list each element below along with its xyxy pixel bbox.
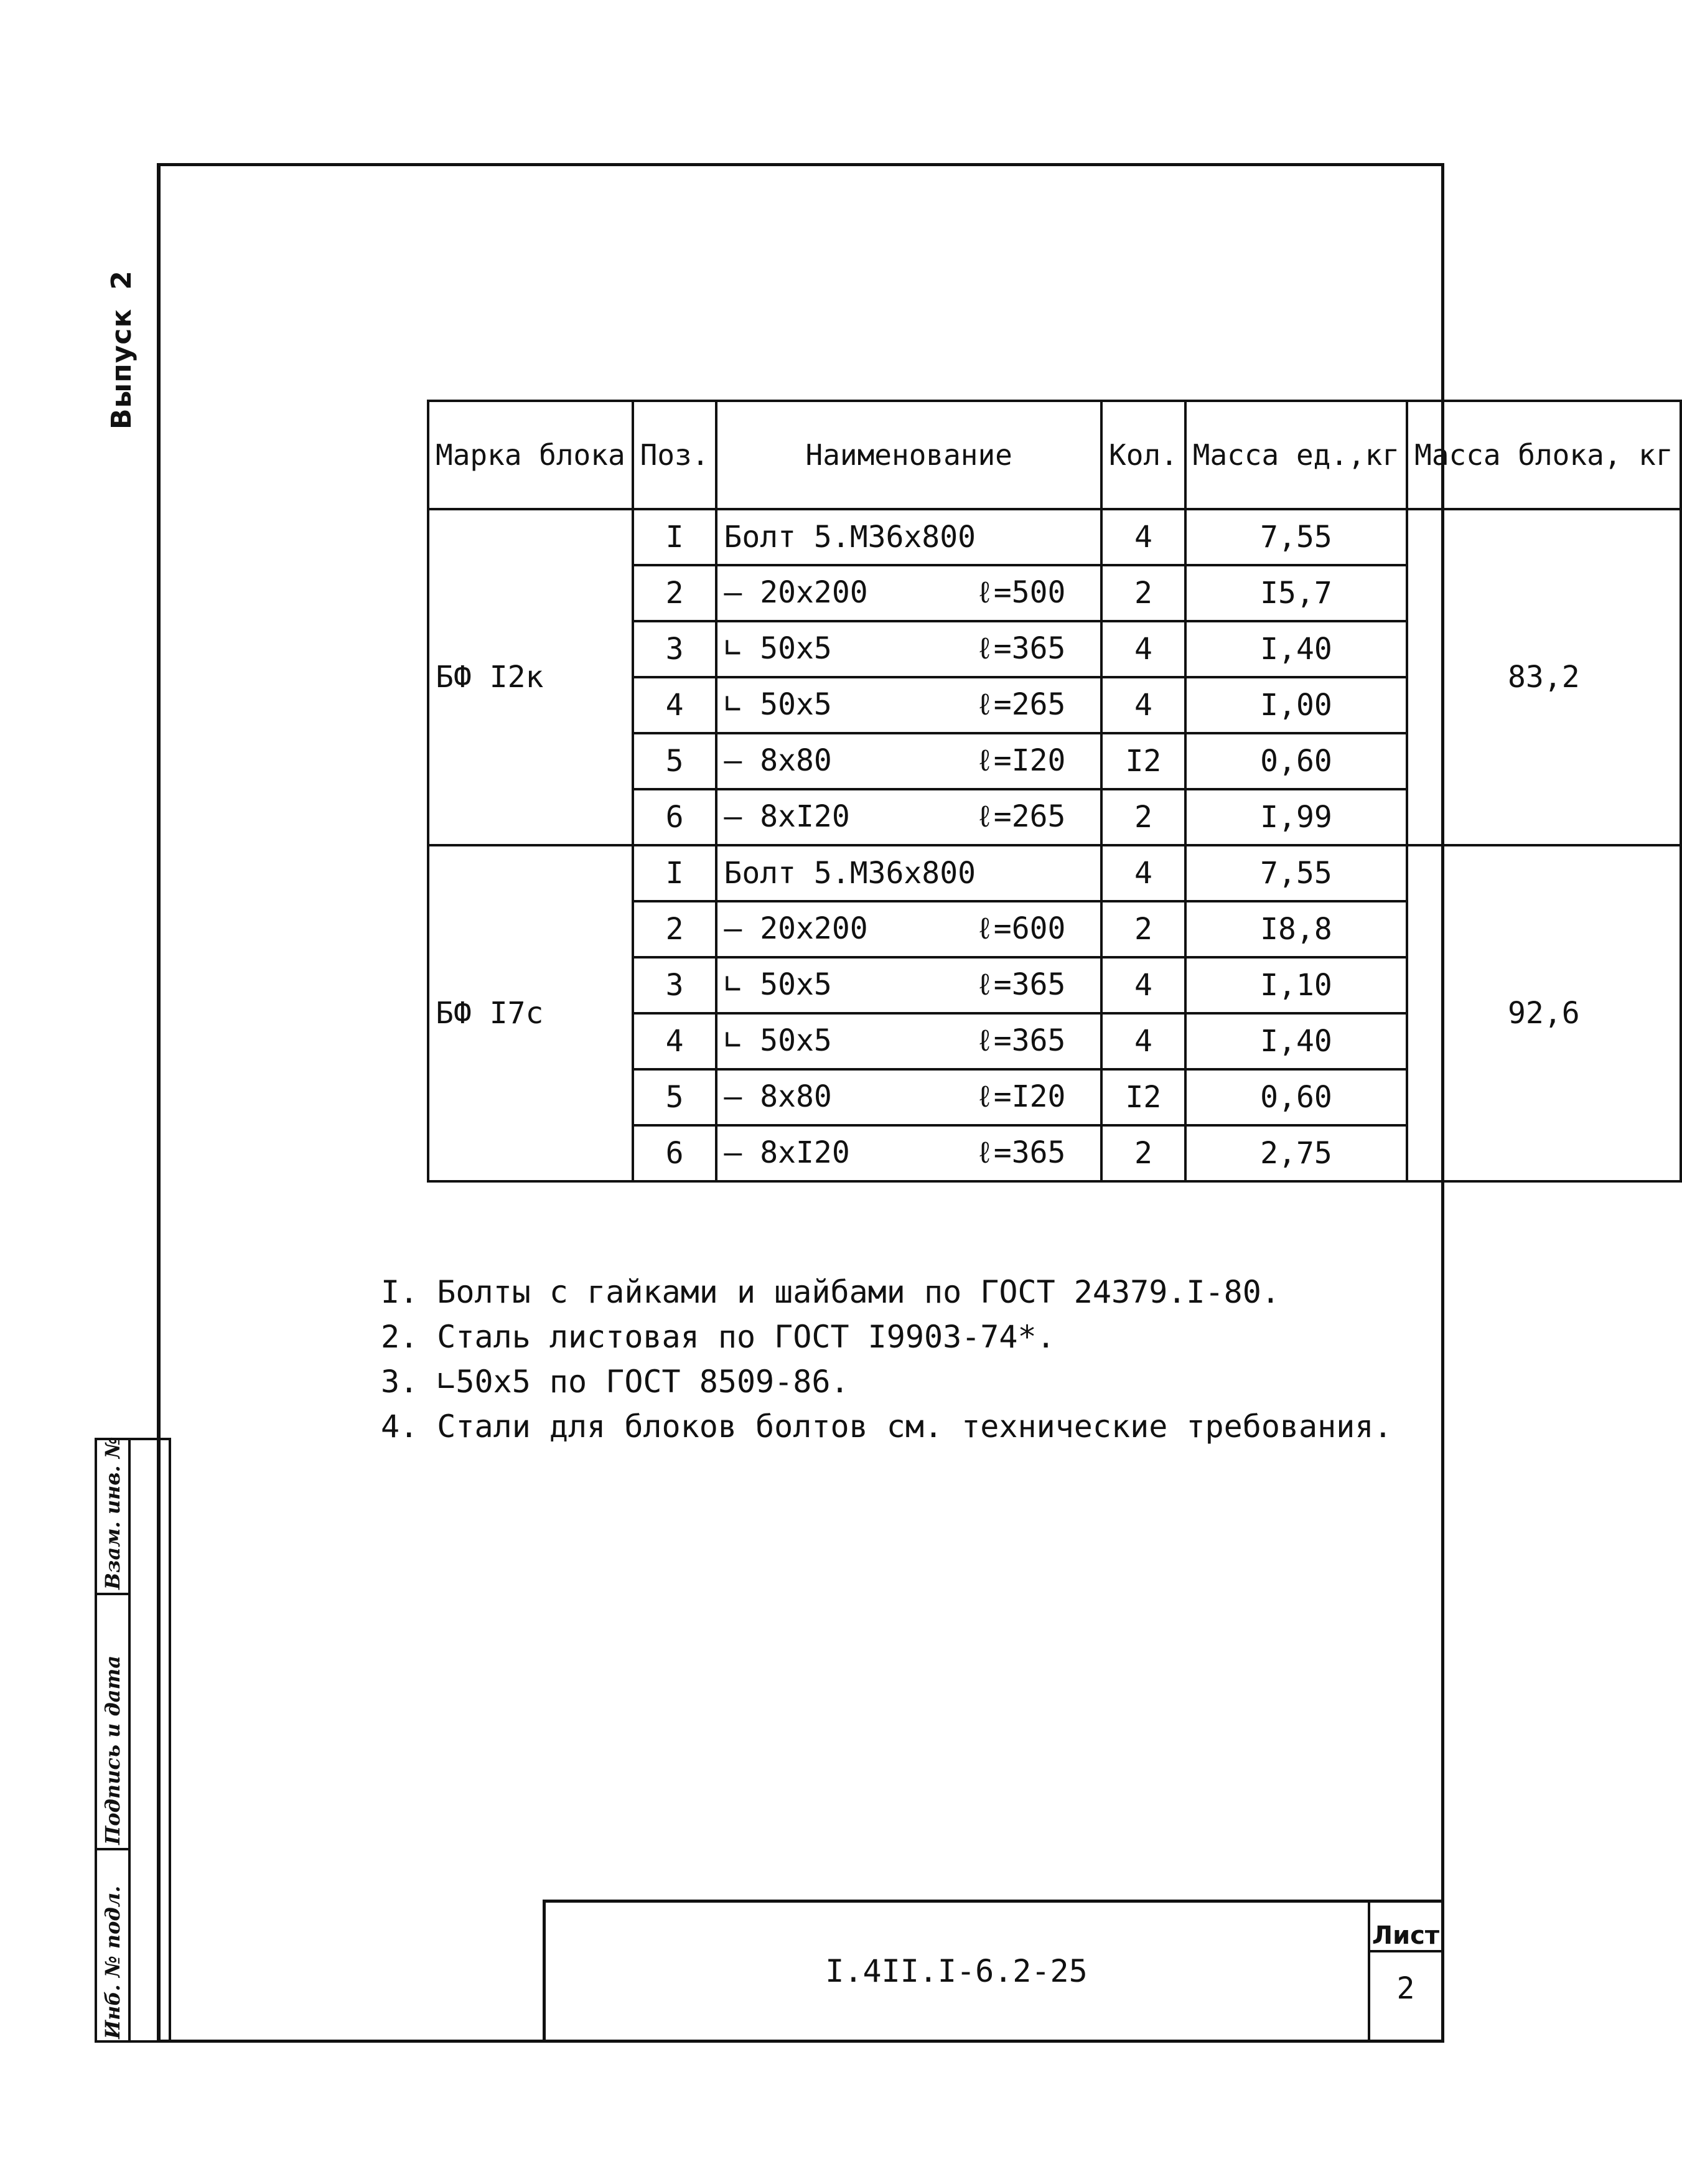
row-name: – 8х80 bbox=[724, 1079, 832, 1114]
row-name-cell bbox=[716, 677, 1101, 733]
row-name: – 8х80 bbox=[724, 743, 832, 778]
header-qty: Кол. bbox=[1101, 401, 1185, 509]
row-name: ∟ 50х5 bbox=[724, 630, 832, 666]
row-length: ℓ=365 bbox=[976, 630, 1066, 666]
row-name-cell bbox=[716, 845, 1101, 901]
table-body bbox=[428, 509, 1681, 1181]
block-mark: БФ I7с bbox=[428, 845, 633, 1181]
block-mass: 83,2 bbox=[1407, 509, 1680, 845]
row-name-cell bbox=[716, 733, 1101, 789]
row-mass-unit: 2,75 bbox=[1185, 1125, 1407, 1181]
row-mass-unit: I,40 bbox=[1185, 1013, 1407, 1069]
notes bbox=[381, 1270, 1393, 1449]
row-name-cell bbox=[716, 509, 1101, 565]
row-length: ℓ=265 bbox=[976, 799, 1066, 834]
row-qty: 4 bbox=[1101, 621, 1185, 677]
row-name: – 8хI20 bbox=[724, 1135, 850, 1170]
row-length: ℓ=500 bbox=[976, 574, 1066, 610]
row-name-cell bbox=[716, 789, 1101, 845]
row-pos: 3 bbox=[633, 957, 717, 1013]
row-name: Болт 5.М36х800 bbox=[724, 520, 976, 555]
issue-number: 2 bbox=[106, 270, 138, 290]
row-name-cell bbox=[716, 957, 1101, 1013]
row-qty: 2 bbox=[1101, 901, 1185, 957]
row-qty: I2 bbox=[1101, 733, 1185, 789]
row-name: – 8хI20 bbox=[724, 799, 850, 834]
row-mass-unit: I8,8 bbox=[1185, 901, 1407, 957]
row-qty: I2 bbox=[1101, 1069, 1185, 1125]
issue-label bbox=[106, 243, 149, 429]
row-length bbox=[976, 856, 1094, 891]
row-name: ∟ 50х5 bbox=[724, 1023, 832, 1058]
document-code: I.4II.I-6.2-25 bbox=[825, 1953, 1088, 1989]
row-name-cell bbox=[716, 1125, 1101, 1181]
issue-text: Выпуск bbox=[106, 308, 138, 429]
row-name-cell bbox=[716, 621, 1101, 677]
table-header-row bbox=[428, 401, 1681, 509]
row-name: ∟ 50х5 bbox=[724, 967, 832, 1002]
row-length: ℓ=600 bbox=[976, 911, 1066, 946]
stamp-sign-date: Подпись и дата bbox=[101, 1655, 124, 1845]
row-length bbox=[976, 520, 1094, 555]
row-name-cell bbox=[716, 1013, 1101, 1069]
header-pos: Поз. bbox=[633, 401, 717, 509]
block-mass: 92,6 bbox=[1407, 845, 1680, 1181]
header-mark: Марка блока bbox=[428, 401, 633, 509]
header-mass-block: Масса блока, кг bbox=[1407, 401, 1680, 509]
row-name: – 20х200 bbox=[724, 911, 868, 946]
stamp-divider-2 bbox=[97, 1848, 131, 1850]
row-pos: 4 bbox=[633, 677, 717, 733]
row-length: ℓ=I20 bbox=[976, 743, 1066, 778]
stamp-column bbox=[95, 1438, 171, 2043]
row-mass-unit: I,40 bbox=[1185, 621, 1407, 677]
row-name-cell bbox=[716, 901, 1101, 957]
row-pos: 3 bbox=[633, 621, 717, 677]
title-block bbox=[543, 1900, 1444, 2043]
note-2: 2. Сталь листовая по ГОСТ I9903-74*. bbox=[381, 1319, 1055, 1355]
header-name: Наименование bbox=[716, 401, 1101, 509]
row-mass-unit: I,00 bbox=[1185, 677, 1407, 733]
row-name: ∟ 50х5 bbox=[724, 687, 832, 722]
row-qty: 2 bbox=[1101, 565, 1185, 621]
stamp-column-divider bbox=[128, 1440, 131, 2040]
row-pos: 6 bbox=[633, 1125, 717, 1181]
note-4: 4. Стали для блоков болтов см. технические требования. bbox=[381, 1408, 1393, 1445]
row-qty: 2 bbox=[1101, 1125, 1185, 1181]
row-length: ℓ=365 bbox=[976, 967, 1066, 1002]
row-mass-unit: 0,60 bbox=[1185, 1069, 1407, 1125]
table-row bbox=[428, 845, 1681, 901]
row-pos: 2 bbox=[633, 565, 717, 621]
header-mass-unit: Масса ед.,кг bbox=[1185, 401, 1407, 509]
row-length: ℓ=365 bbox=[976, 1023, 1066, 1058]
row-name: – 20х200 bbox=[724, 574, 868, 610]
row-mass-unit: 7,55 bbox=[1185, 845, 1407, 901]
stamp-inv-orig: Инб. № подл. bbox=[101, 1885, 124, 2039]
row-mass-unit: I5,7 bbox=[1185, 565, 1407, 621]
row-name-cell bbox=[716, 1069, 1101, 1125]
stamp-replace-inv: Взам. инв. № bbox=[101, 1436, 124, 1590]
note-1: I. Болты с гайками и шайбами по ГОСТ 24379.I-80. bbox=[381, 1274, 1280, 1310]
row-pos: 5 bbox=[633, 1069, 717, 1125]
row-pos: I bbox=[633, 845, 717, 901]
row-length: ℓ=265 bbox=[976, 687, 1066, 722]
row-mass-unit: I,10 bbox=[1185, 957, 1407, 1013]
row-pos: 5 bbox=[633, 733, 717, 789]
table-row bbox=[428, 509, 1681, 565]
sheet-cell bbox=[1368, 1903, 1441, 2040]
row-qty: 4 bbox=[1101, 509, 1185, 565]
row-qty: 4 bbox=[1101, 957, 1185, 1013]
row-mass-unit: 0,60 bbox=[1185, 733, 1407, 789]
row-pos: 4 bbox=[633, 1013, 717, 1069]
stamp-divider-1 bbox=[97, 1593, 131, 1595]
row-pos: 6 bbox=[633, 789, 717, 845]
row-mass-unit: 7,55 bbox=[1185, 509, 1407, 565]
note-3: 3. ∟50х5 по ГОСТ 8509-86. bbox=[381, 1364, 849, 1400]
row-pos: 2 bbox=[633, 901, 717, 957]
row-length: ℓ=I20 bbox=[976, 1079, 1066, 1114]
row-pos: I bbox=[633, 509, 717, 565]
row-mass-unit: I,99 bbox=[1185, 789, 1407, 845]
row-name-cell bbox=[716, 565, 1101, 621]
row-length: ℓ=365 bbox=[976, 1135, 1066, 1170]
sheet-number: 2 bbox=[1396, 1971, 1415, 2006]
row-qty: 4 bbox=[1101, 845, 1185, 901]
row-qty: 2 bbox=[1101, 789, 1185, 845]
specification-table bbox=[427, 400, 1682, 1183]
sheet-label: Лист bbox=[1370, 1921, 1441, 1952]
block-mark: БФ I2к bbox=[428, 509, 633, 845]
row-qty: 4 bbox=[1101, 677, 1185, 733]
row-name: Болт 5.М36х800 bbox=[724, 856, 976, 891]
row-qty: 4 bbox=[1101, 1013, 1185, 1069]
